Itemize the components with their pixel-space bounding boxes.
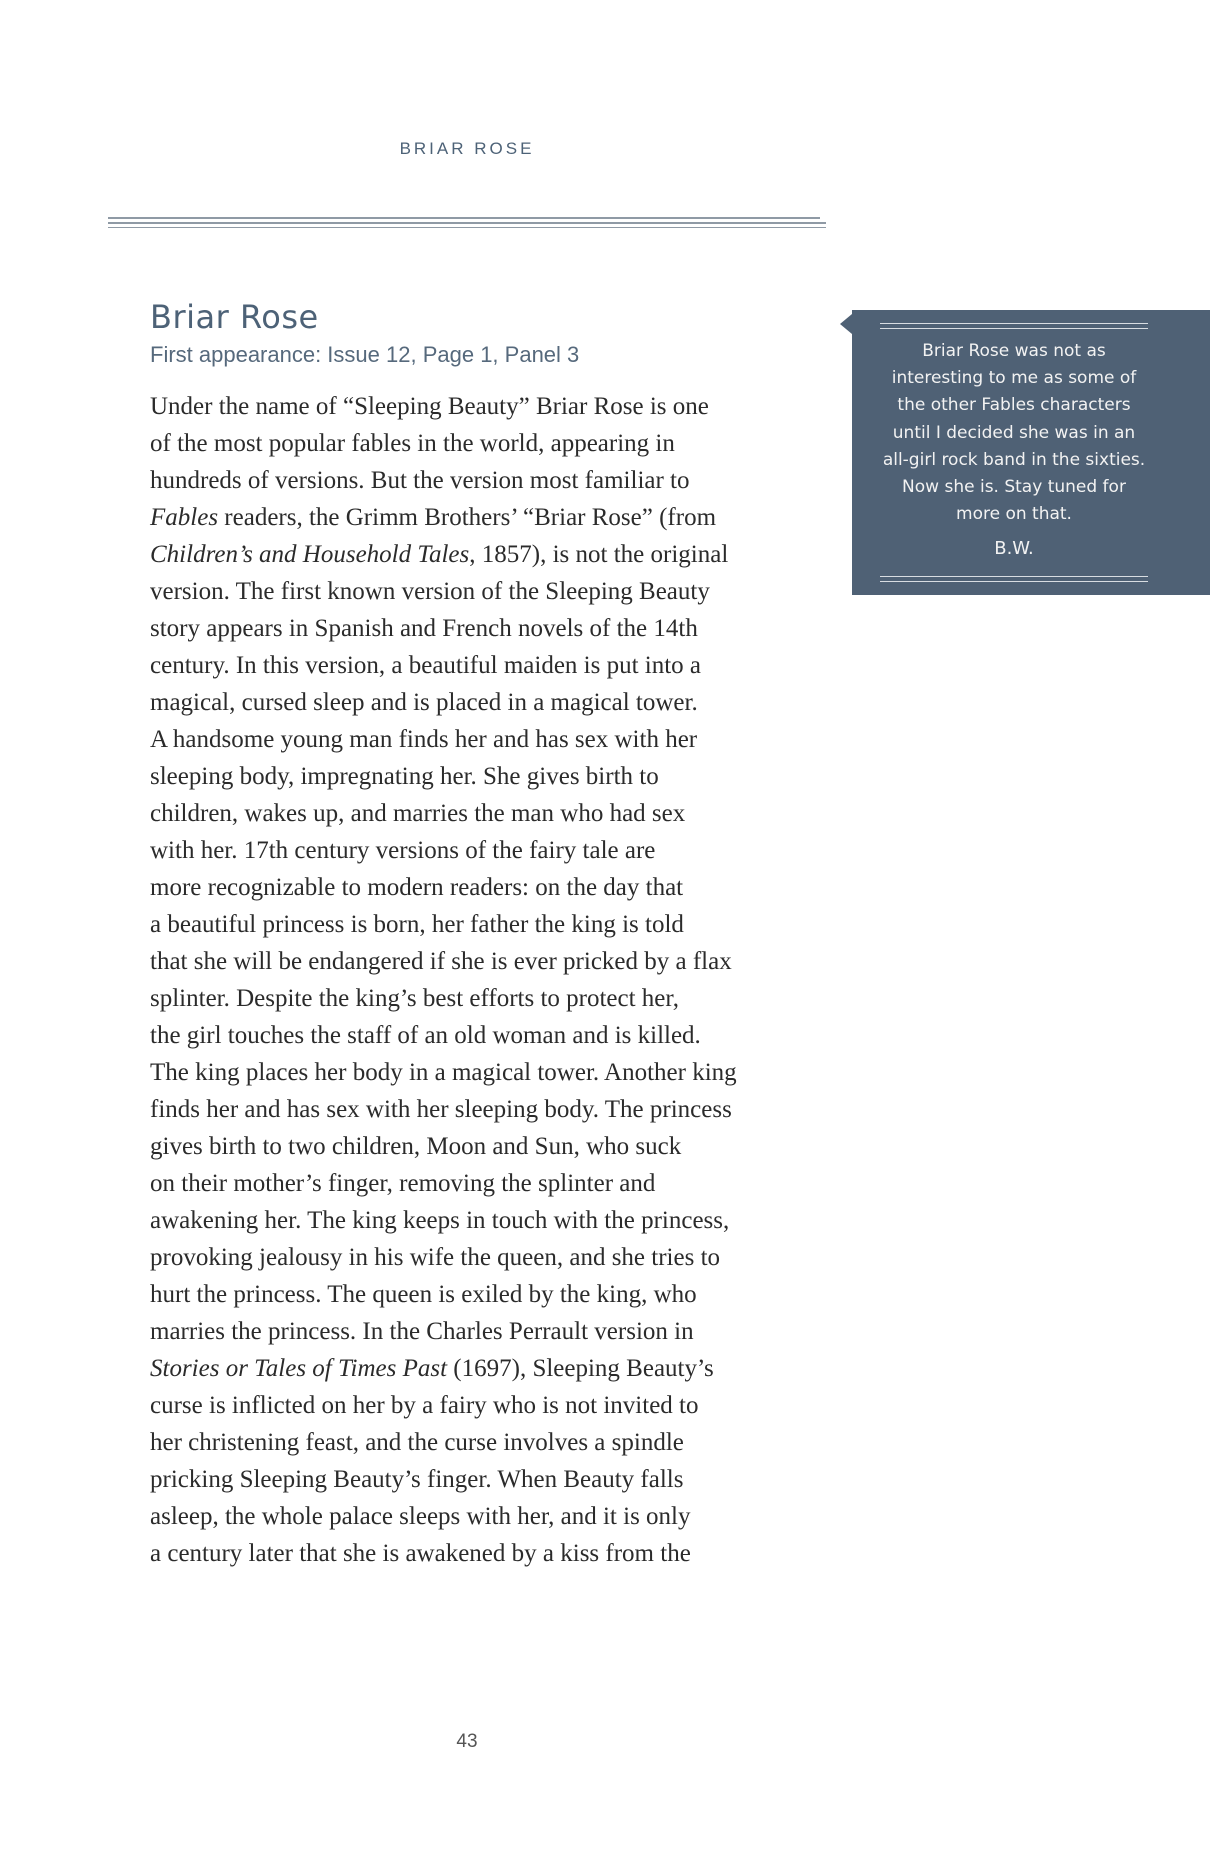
body-line: children, wakes up, and marries the man who had sex <box>150 800 686 827</box>
body-line: a beautiful princess is born, her father the king is told <box>150 911 684 938</box>
title-citation: Children’s and Household Tales <box>150 541 470 568</box>
body-line <box>150 499 800 536</box>
body-line: with her. 17th century versions of the fairy tale are <box>150 837 656 864</box>
entry-title: Briar Rose <box>150 298 319 336</box>
sidebar-line: until I decided she was in an <box>892 422 1136 443</box>
sidebar-line: Briar Rose was not as <box>922 341 1106 361</box>
body-line: A handsome young man finds her and has sex with her <box>150 726 698 753</box>
header-rule <box>108 222 826 224</box>
page-number: 43 <box>456 1731 478 1752</box>
body-line: gives birth to two children, Moon and Sun, who suck <box>150 1133 682 1160</box>
body-line-text: readers, the Grimm Brothers’ “Briar Rose” (from <box>218 504 717 531</box>
sidebar-line: more on that. <box>956 504 1072 525</box>
body-line: asleep, the whole palace sleeps with her, and it is only <box>150 1503 691 1530</box>
body-line: splinter. Despite the king’s best efforts to protect her, <box>150 985 679 1012</box>
body-line: hurt the princess. The queen is exiled by the king, who <box>150 1281 697 1308</box>
title-citation: Fables <box>150 504 219 531</box>
entry-subtitle: First appearance: Issue 12, Page 1, Panel 3 <box>150 342 580 367</box>
sidebar-rule <box>880 323 1148 324</box>
sidebar-rule <box>880 328 1148 329</box>
title-citation: Stories or Tales of Times Past <box>150 1355 448 1382</box>
sidebar-line: interesting to me as some of <box>891 368 1137 389</box>
body-line: version. The first known version of the Sleeping Beauty <box>150 578 710 605</box>
sidebar-line: the other Fables characters <box>897 395 1131 416</box>
body-line-text: , 1857), is not the original <box>469 541 729 568</box>
body-line: that she will be endangered if she is ever pricked by a flax <box>150 948 732 975</box>
body-line: marries the princess. In the Charles Perrault version in <box>150 1318 694 1345</box>
sidebar-line: all-girl rock band in the sixties. <box>882 449 1146 470</box>
body-line: century. In this version, a beautiful maiden is put into a <box>150 652 702 679</box>
body-line: her christening feast, and the curse involves a spindle <box>150 1429 684 1456</box>
body-line: the girl touches the staff of an old woman and is killed. <box>150 1022 701 1049</box>
sidebar-line: Now she is. Stay tuned for <box>902 476 1126 497</box>
sidebar-note <box>852 310 1210 595</box>
sidebar-text <box>872 338 1156 559</box>
body-line <box>150 536 800 573</box>
body-line: curse is inflicted on her by a fairy who is not invited to <box>150 1392 699 1419</box>
body-text <box>150 388 800 1572</box>
body-line <box>150 1350 800 1387</box>
sidebar-signature: B.W. <box>994 538 1034 560</box>
sidebar-rule <box>880 576 1148 577</box>
body-line: hundreds of versions. But the version most familiar to <box>150 467 690 494</box>
body-line: more recognizable to modern readers: on the day that <box>150 874 684 901</box>
body-line: pricking Sleeping Beauty’s finger. When Beauty falls <box>150 1466 684 1493</box>
body-line-text: (1697), Sleeping Beauty’s <box>447 1355 714 1382</box>
running-head: BRIAR ROSE <box>399 139 535 158</box>
body-line: awakening her. The king keeps in touch with the princess, <box>150 1207 730 1234</box>
body-line: story appears in Spanish and French novels of the 14th <box>150 615 698 642</box>
body-line: finds her and has sex with her sleeping body. The princess <box>150 1096 732 1123</box>
body-line: magical, cursed sleep and is placed in a magical tower. <box>150 689 698 716</box>
body-line: provoking jealousy in his wife the queen, and she tries to <box>150 1244 721 1271</box>
body-line: of the most popular fables in the world, appearing in <box>150 430 675 457</box>
body-line: Under the name of “Sleeping Beauty” Briar Rose is one <box>150 393 709 420</box>
body-line: a century later that she is awakened by a kiss from the <box>150 1540 691 1567</box>
body-line: The king places her body in a magical tower. Another king <box>150 1059 737 1086</box>
sidebar-rule <box>880 581 1148 582</box>
body-line: sleeping body, impregnating her. She gives birth to <box>150 763 659 790</box>
body-line: on their mother’s finger, removing the splinter and <box>150 1170 656 1197</box>
header-rule <box>108 227 826 228</box>
sidebar-tab <box>840 314 852 334</box>
header-rule <box>108 217 820 219</box>
